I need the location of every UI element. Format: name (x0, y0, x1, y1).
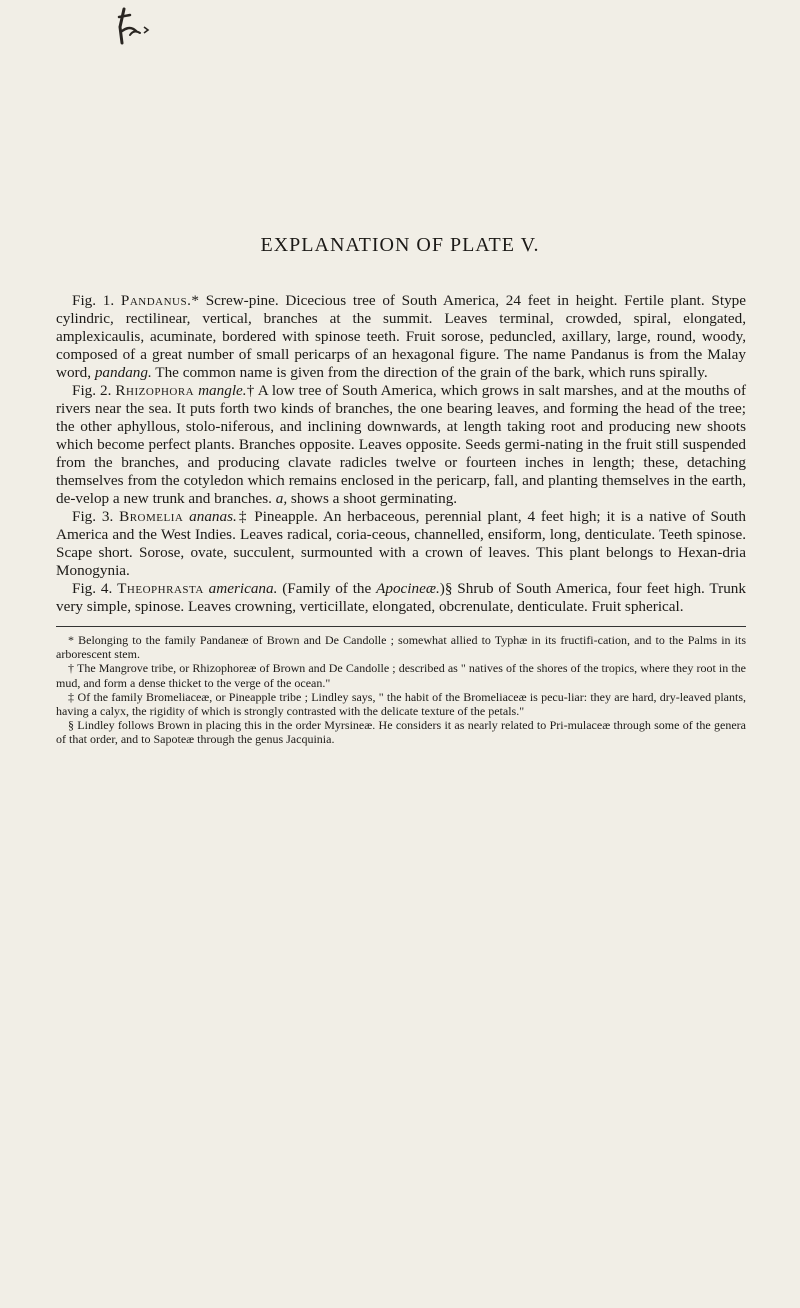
fig-description-end: The common name is given from the direction of the grain of the bark, which runs spirally. (151, 364, 708, 381)
fig-1-paragraph (56, 292, 746, 382)
fig-description-end: shows a shoot germinating. (287, 490, 458, 507)
note-mark: † (246, 382, 255, 399)
fig-2-paragraph (56, 382, 746, 508)
species-name: americana. (203, 580, 278, 597)
footnote: † The Mangrove tribe, or Rhizophoreæ of Brown and De Candolle ; described as " natives of the shores of the tropics, where they root in the mud, and form a dense thicket to the verge of the ocean." (56, 661, 746, 690)
genus-name: Bromelia (119, 508, 184, 525)
fig-label: Fig. 4. (72, 580, 113, 597)
footnote: ‡ Of the family Bromeliaceæ, or Pineapple tribe ; Lindley says, " the habit of the Bromeliaceæ is pecu-liar: they are hard, dry-leaved plants, having a calyx, the rigidity of which is strongly contrasted with the delicate texture of the petals." (56, 689, 746, 719)
fig-description-italic: a, (275, 490, 288, 507)
fig-description: Screw-pine. Dicecious tree of South America, 24 feet in height. Fertile plant. Stype cylindric, rectilinear, vertical, branches at the summit. Leaves terminal, crowded, spiral, elongated, amplexicaulis, acuminate, bordered with spinose teeth. Fruit sorose, peduncled, axillary, large, round, woody, composed of a great number of small pericarps of an hexagonal figure. The name Pandanus is from the Malay word, (56, 292, 747, 381)
fig-label: Fig. 1. (72, 292, 115, 309)
footnote: § Lindley follows Brown in placing this in the order Myrsineæ. He considers it as nearly related to Pri-mulaceæ through some of the genera of that order, and to Sapoteæ through the genus Jacquinia. (56, 718, 746, 747)
note-mark: * (191, 292, 200, 309)
species-name: ananas. (183, 508, 237, 525)
fig-description-italic: Apocineæ. (376, 580, 440, 597)
genus-name: Theophrasta (117, 580, 204, 597)
genus-name: Pandanus. (120, 292, 192, 309)
fig-description: (Family of the (277, 580, 377, 597)
genus-name: Rhizophora (115, 382, 195, 399)
fig-description-end: )§ Shrub of South America, four feet high. Trunk very simple, spinose. Leaves crowning, verticillate, elongated, obcrenulate, denticulate. Fruit spherical. (56, 580, 746, 615)
footnote-divider (56, 626, 746, 627)
fig-label: Fig. 2. (72, 382, 112, 399)
fig-4-paragraph (56, 580, 746, 616)
fig-description-italic: pandang. (94, 364, 152, 381)
fig-description: A low tree of South America, which grows in salt marshes, and at the mouths of rivers near the sea. It puts forth two kinds of branches, the one bearing leaves, and forming the head of the tree; the other aphyllous, stolo-niferous, and inclining downwards, at length taking root and producing new shoots which become perfect plants. Branches opposite. Leaves opposite. Seeds germi-nating in the fruit still suspended from the branches, and producing clavate radicles twelve or fourteen inches in length; these, detaching themselves from the cotyledon which remains enclosed in the pericarp, fall, and planting themselves in the earth, de-velop a new trunk and branches. (56, 382, 746, 507)
page-title: EXPLANATION OF PLATE V. (260, 234, 540, 256)
footnote: * Belonging to the family Pandaneæ of Brown and De Candolle ; somewhat allied to Typhæ in its fructifi-cation, and to the Palms in its arborescent stem. (56, 633, 746, 662)
fig-label: Fig. 3. (72, 508, 114, 525)
species-name: mangle. (194, 382, 247, 399)
note-mark: ‡ (236, 508, 249, 525)
fig-description: Pineapple. An herbaceous, perennial plant, 4 feet high; it is a native of South America and the West Indies. Leaves radical, coria-ceous, channelled, ensiform, long, denticulate. Teeth spinose. Scape short. Sorose, ovate, succulent, surmounted with a crown of leaves. This plant belongs to Hexan-dria Monogynia. (56, 508, 747, 579)
library-stamp-mark (110, 5, 150, 47)
plate-explanation (56, 292, 746, 747)
fig-3-paragraph (56, 508, 746, 580)
